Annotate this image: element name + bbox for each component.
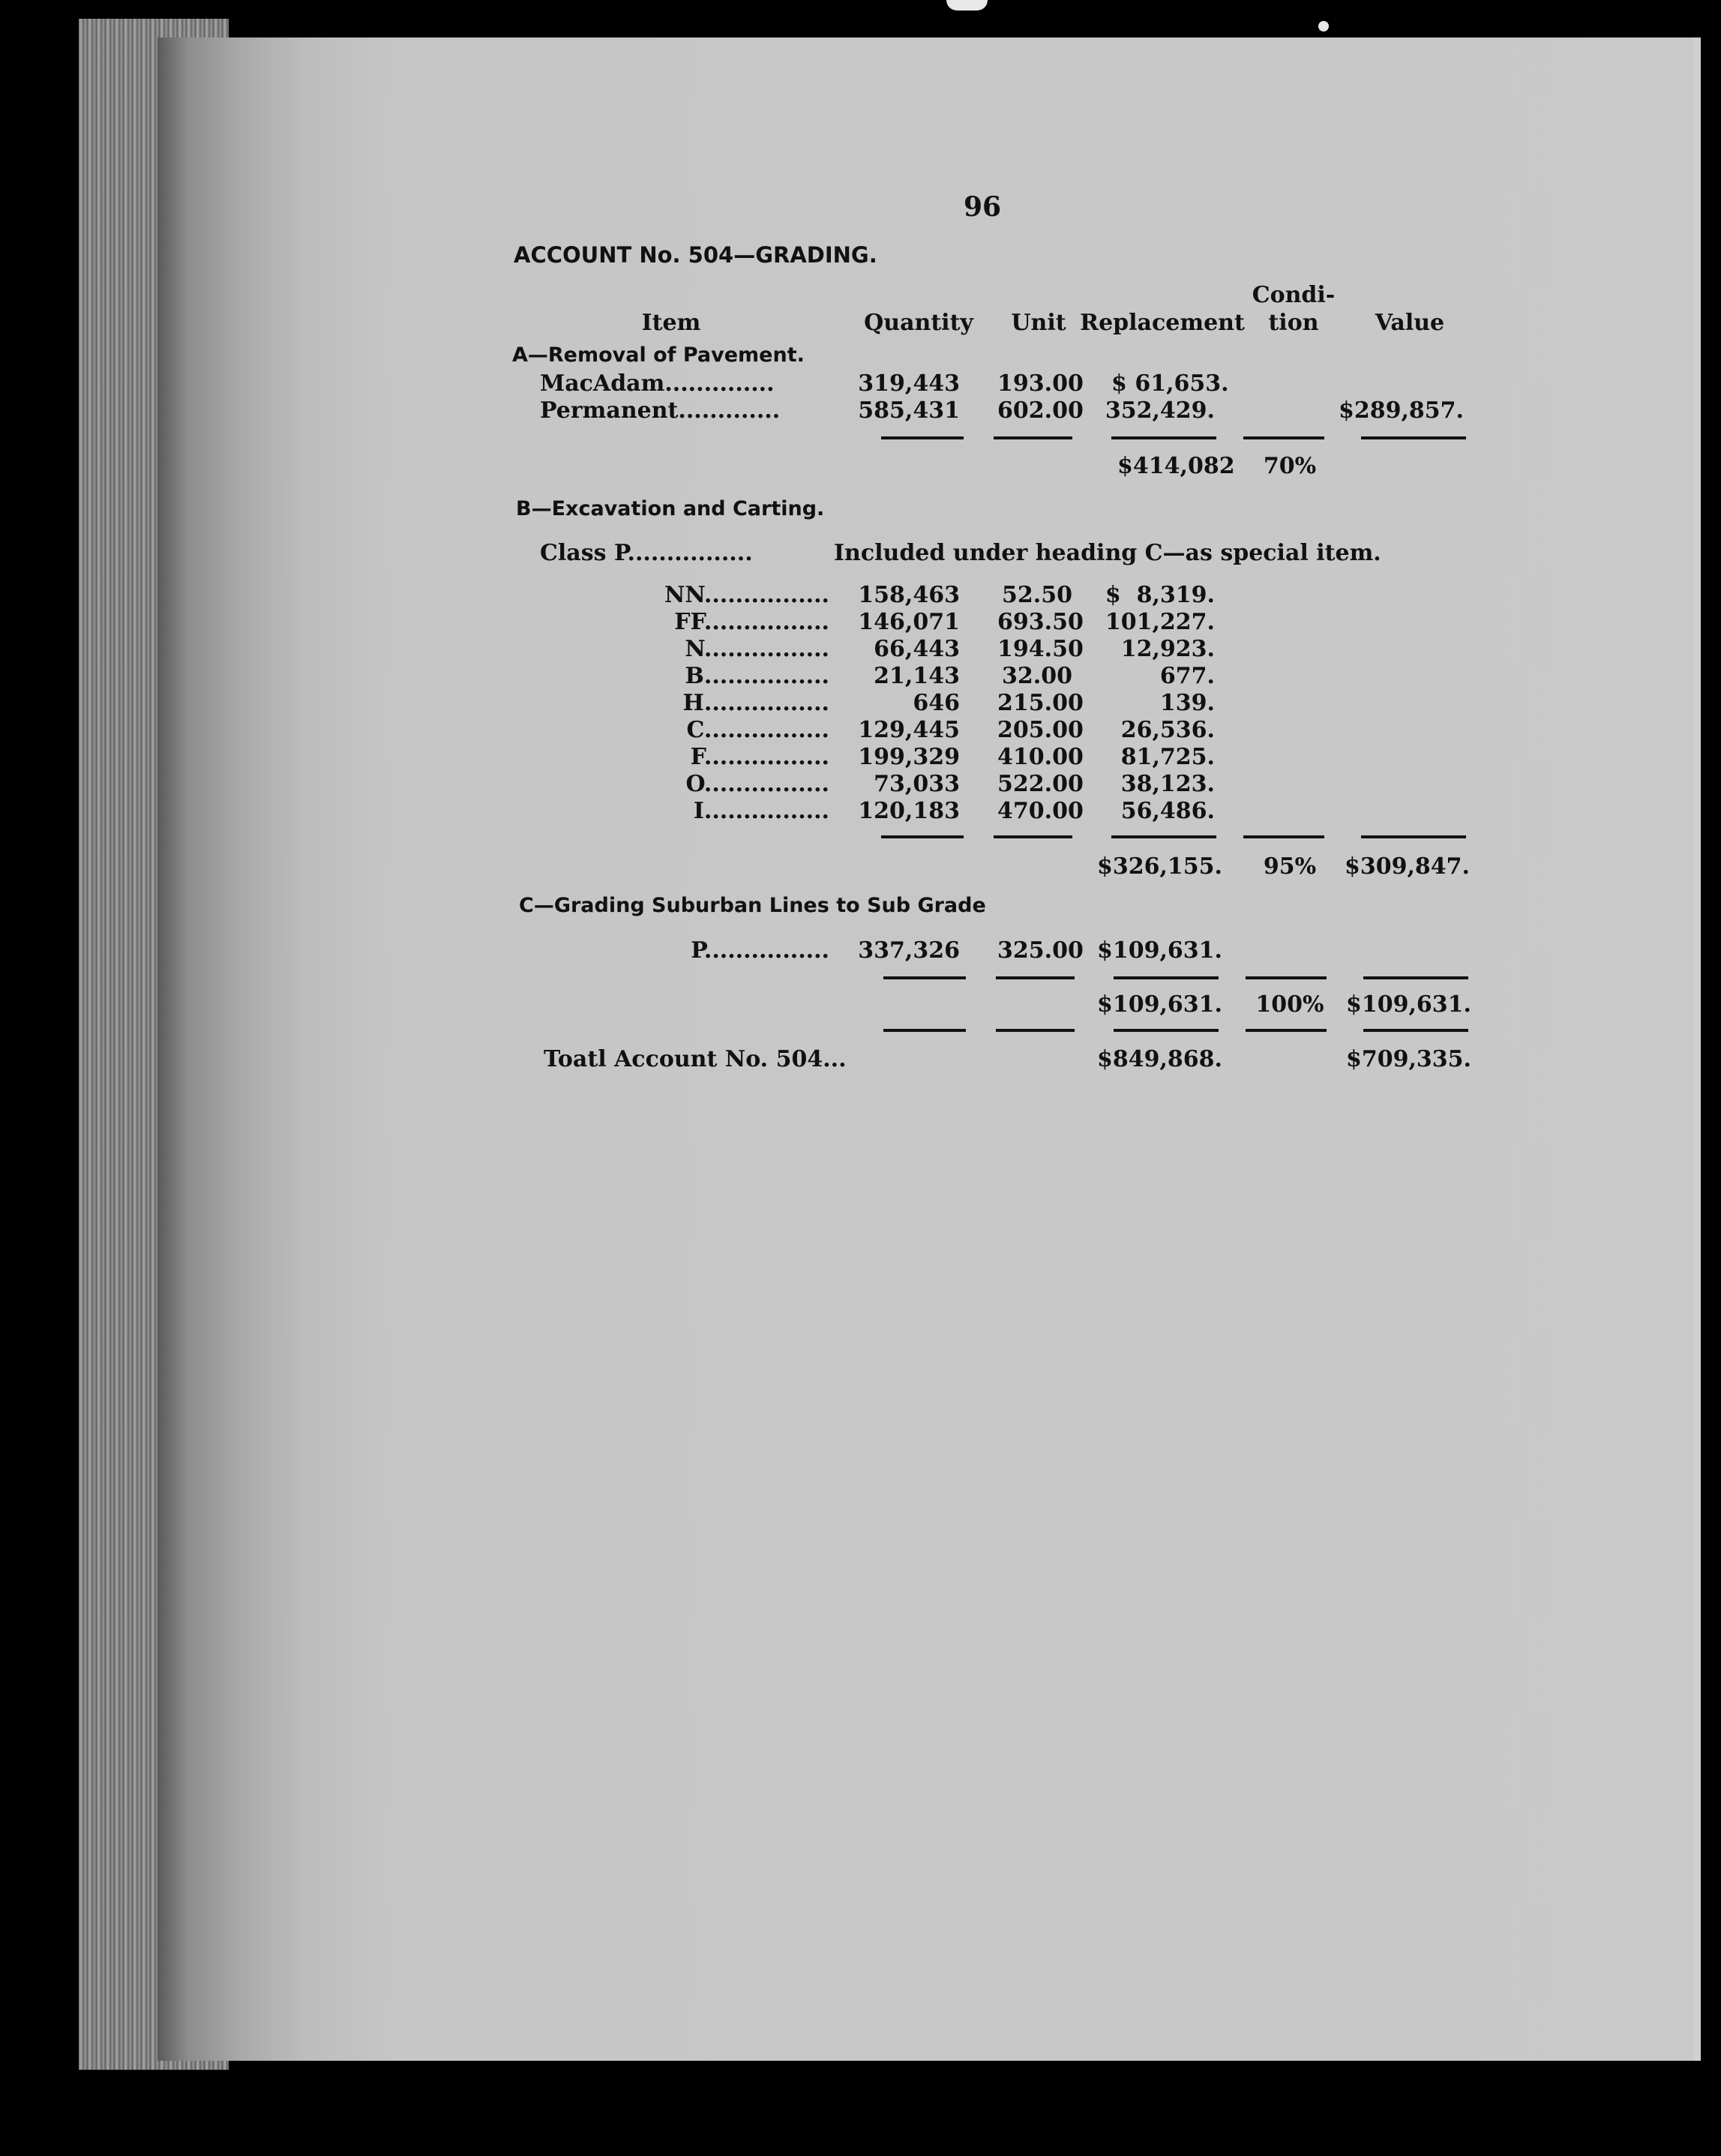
section-a-quantity: 585,431 [858,397,960,424]
section-a-unit: 602.00 [997,397,1084,424]
section-a-item: MacAdam.............. [540,370,775,397]
section-b-item: F................ [690,744,829,770]
section-a-value: $289,857. [1338,397,1464,424]
section-b-quantity: 199,329 [858,744,960,770]
total-value: $709,335. [1345,1046,1471,1072]
total-label: Toatl Account No. 504... [544,1046,847,1072]
section-b-unit: 205.00 [997,717,1084,743]
header-unit: Unit [1011,310,1066,336]
rule-unit [994,835,1072,838]
section-b-item: FF................ [674,609,829,635]
total-replacement: $849,868. [1096,1046,1222,1072]
section-b-unit: 215.00 [997,690,1084,716]
section-c-replacement: $109,631. [1096,937,1222,964]
section-b-unit: 522.00 [997,771,1084,797]
section-b-subtotal-value: $309,847. [1344,853,1470,880]
section-b-quantity: 21,143 [874,663,960,689]
section-b-quantity: 73,033 [874,771,960,797]
rule-quantity [883,976,966,979]
rule-condition [1246,976,1327,979]
rule-value [1363,1029,1468,1032]
rule-unit [996,1029,1075,1032]
rule-unit [994,436,1072,439]
rule-condition [1243,436,1324,439]
header-replacement: Replacement [1080,310,1245,336]
section-b-quantity: 129,445 [858,717,960,743]
class-p-label: Class P................ [540,540,753,566]
section-b-item: H................ [682,690,829,716]
section-b-subtotal-replacement: $326,155. [1096,853,1222,880]
section-b-unit: 32.00 [1002,663,1072,689]
section-b-replacement: 677. [1159,663,1215,689]
section-c-subtotal-condition: 100% [1255,991,1324,1018]
rule-quantity [881,436,964,439]
section-c-subtotal-value: $109,631. [1345,991,1471,1018]
section-a-heading: A—Removal of Pavement. [512,343,805,367]
rule-replacement [1114,976,1219,979]
rule-unit [996,976,1075,979]
scan-mark-top [946,0,988,10]
section-c-heading: C—Grading Suburban Lines to Sub Grade [519,894,986,917]
section-b-unit: 410.00 [997,744,1084,770]
header-quantity: Quantity [864,310,973,336]
section-b-unit: 194.50 [997,636,1084,662]
rule-quantity [883,1029,966,1032]
section-b-heading: B—Excavation and Carting. [516,497,825,520]
header-condition-2: tion [1268,310,1319,336]
class-p-note: Included under heading C—as special item. [834,540,1381,566]
section-b-replacement: 56,486. [1120,798,1215,824]
section-a-subtotal-condition: 70% [1263,453,1317,479]
page-title: ACCOUNT No. 504—GRADING. [514,242,877,268]
section-b-quantity: 646 [913,690,960,716]
section-b-unit: 693.50 [997,609,1084,635]
section-b-item: NN................ [664,582,829,608]
page-number: 96 [963,191,1002,223]
section-a-replacement: 352,429. [1105,397,1215,424]
section-b-unit: 470.00 [997,798,1084,824]
section-b-quantity: 158,463 [858,582,960,608]
section-b-item: O................ [685,771,829,797]
section-b-unit: 52.50 [1002,582,1072,608]
section-b-item: N................ [685,636,829,662]
section-b-replacement: $ 8,319. [1105,582,1215,608]
section-a-replacement: $ 61,653. [1111,370,1229,397]
section-b-quantity: 120,183 [858,798,960,824]
section-b-replacement: 81,725. [1120,744,1215,770]
section-c-unit: 325.00 [997,937,1084,964]
section-b-replacement: 101,227. [1105,609,1215,635]
section-b-quantity: 66,443 [874,636,960,662]
section-b-item: I................ [693,798,829,824]
header-condition-1: Condi- [1252,282,1336,308]
section-c-quantity: 337,326 [858,937,960,964]
rule-replacement [1111,436,1216,439]
header-item: Item [641,310,701,336]
rule-replacement [1111,835,1216,838]
section-b-replacement: 26,536. [1120,717,1215,743]
section-a-subtotal-replacement: $414,082 [1117,453,1235,479]
section-a-item: Permanent............. [540,397,781,424]
rule-condition [1243,835,1324,838]
rule-condition [1246,1029,1327,1032]
section-b-replacement: 38,123. [1120,771,1215,797]
section-b-quantity: 146,071 [858,609,960,635]
rule-value [1361,835,1466,838]
section-c-item: P................ [691,937,829,964]
rule-value [1361,436,1466,439]
header-value: Value [1375,310,1445,336]
scan-mark-top-right [1318,21,1329,31]
rule-value [1363,976,1468,979]
section-b-subtotal-condition: 95% [1263,853,1317,880]
section-c-subtotal-replacement: $109,631. [1096,991,1222,1018]
section-a-unit: 193.00 [997,370,1084,397]
section-a-quantity: 319,443 [858,370,960,397]
rule-quantity [881,835,964,838]
section-b-item: C................ [686,717,829,743]
section-b-item: B................ [685,663,829,689]
section-b-replacement: 12,923. [1120,636,1215,662]
section-b-replacement: 139. [1159,690,1215,716]
rule-replacement [1114,1029,1219,1032]
